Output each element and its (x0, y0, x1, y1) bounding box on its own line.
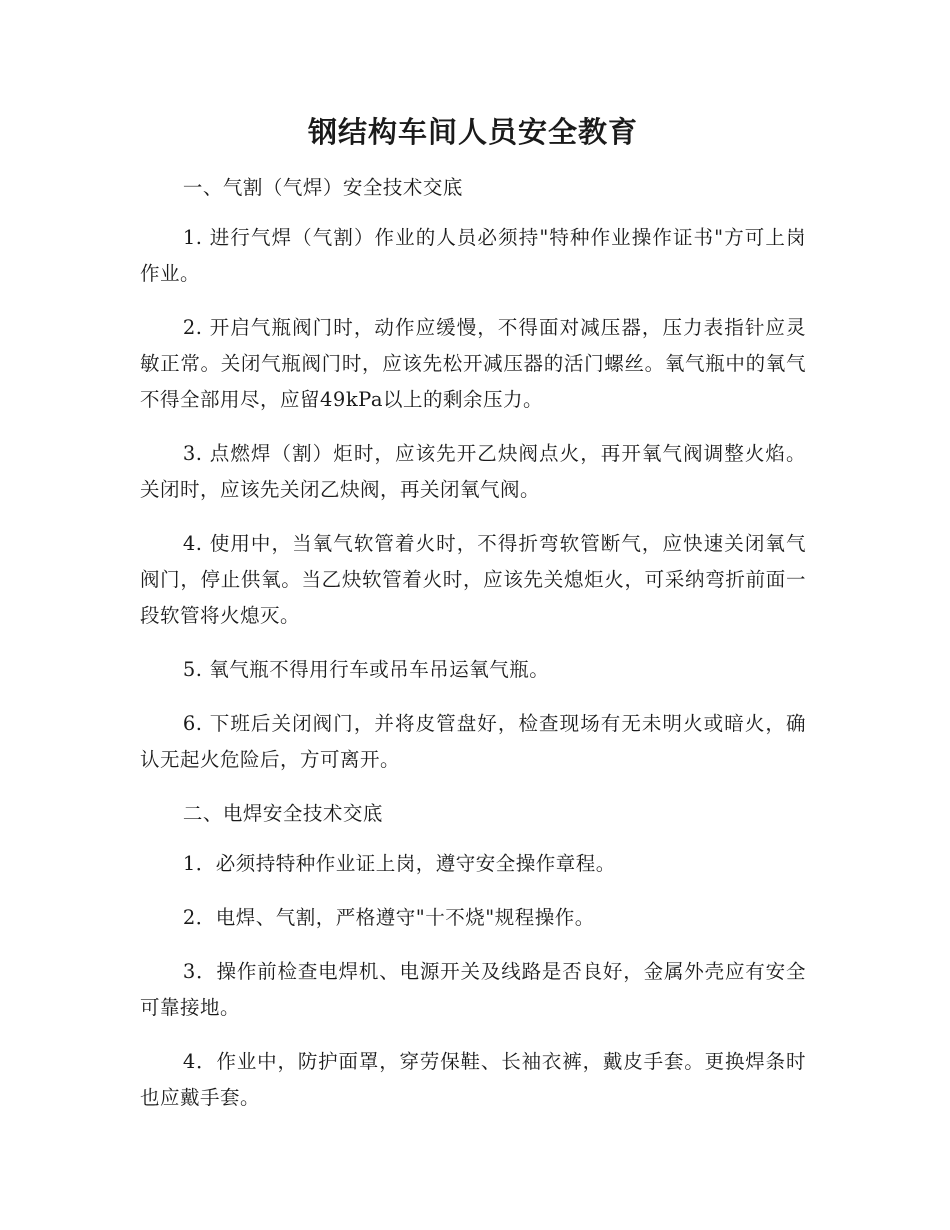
paragraph: 3. 点燃焊（割）炬时，应该先开乙炔阀点火，再开氧气阀调整火焰。关闭时，应该先关闭乙炔阀，再关闭氧气阀。 (140, 442, 806, 501)
document-page (140, 108, 806, 1134)
section-heading-gas-cutting: 一、气割（气焊）安全技术交底 (182, 176, 463, 199)
paragraph: 2. 开启气瓶阀门时，动作应缓慢，不得面对减压器，压力表指针应灵敏正常。关闭气瓶阀门时，应该先松开减压器的活门螺丝。氧气瓶中的氧气不得全部用尽，应留49kPa以上的剩余压力。 (140, 316, 806, 411)
paragraph: 2．电焊、气割，严格遵守"十不烧"规程操作。 (182, 906, 595, 929)
section-heading-electric-welding: 二、电焊安全技术交底 (182, 802, 383, 825)
paragraph: 6. 下班后关闭阀门，并将皮管盘好，检查现场有无未明火或暗火，确认无起火危险后，方可离开。 (140, 712, 806, 771)
paragraph: 3．操作前检查电焊机、电源开关及线路是否良好，金属外壳应有安全可靠接地。 (140, 960, 806, 1019)
paragraph: 5. 氧气瓶不得用行车或吊车吊运氧气瓶。 (182, 658, 550, 681)
document-title: 钢结构车间人员安全教育 (307, 115, 638, 149)
paragraph: 1. 进行气焊（气割）作业的人员必须持"特种作业操作证书"方可上岗作业。 (140, 226, 806, 285)
paragraph: 1．必须持特种作业证上岗，遵守安全操作章程。 (182, 852, 616, 875)
paragraph: 4. 使用中，当氧气软管着火时，不得折弯软管断气，应快速关闭氧气阀门，停止供氧。当乙炔软管着火时，应该先关熄炬火，可采纳弯折前面一段软管将火熄灭。 (140, 532, 806, 627)
paragraph: 4．作业中，防护面罩，穿劳保鞋、长袖衣裤，戴皮手套。更换焊条时也应戴手套。 (140, 1050, 806, 1109)
